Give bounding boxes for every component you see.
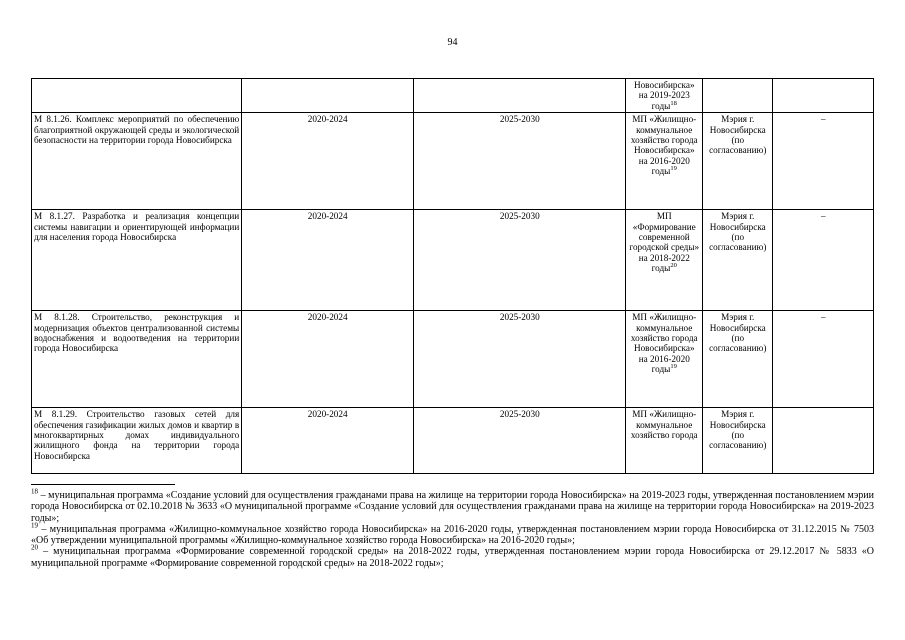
executor-cell: Мэрия г. Новосибирска (по согласованию) xyxy=(703,113,773,210)
period-cell: 2020-2024 xyxy=(242,210,414,311)
program-cell: МП «Жилищно-коммунальное хозяйство города Новосибирска» на 2016-2020 годы$^{19}$ xyxy=(626,113,703,210)
table-row xyxy=(32,311,874,408)
footnote-separator xyxy=(31,484,175,485)
period-cell: 2020-2024 xyxy=(242,408,414,474)
program-cell: МП «Жилищно-коммунальное хозяйство города xyxy=(626,408,703,474)
period-cell: 2020-2024 xyxy=(242,113,414,210)
footnote: $^{20}$ – муниципальная программа «Формирование современной городской среды» на 2018-2022 годы, утвержденная постановлением мэрии города Новосибирска от 29.12.2017 № 5833 «О муниципальной программе «Формирование современной городской среды» на 2018-2022 годы»; xyxy=(31,544,874,569)
measure-cell: М 8.1.27. Разработка и реализация концепции системы навигации и ориентирующей информации для населения города Новосибирска xyxy=(32,210,242,311)
note-cell: – xyxy=(773,113,874,210)
period-cell: 2025-2030 xyxy=(414,408,626,474)
measure-cell: М 8.1.28. Строительство, реконструкция и модернизация объектов централизованной системы водоснабжения и водоотведения на территории города Новосибирска xyxy=(32,311,242,408)
table-row xyxy=(32,210,874,311)
executor-cell: Мэрия г. Новосибирска (по согласованию) xyxy=(703,210,773,311)
note-cell xyxy=(773,408,874,474)
measure-cell: М 8.1.26. Комплекс мероприятий по обеспечению благоприятной окружающей среды и экологической безопасности на территории города Новосибирска xyxy=(32,113,242,210)
measures-table xyxy=(31,78,874,474)
program-cell: МП «Жилищно-коммунальное хозяйство города Новосибирска» на 2016-2020 годы$^{19}$ xyxy=(626,311,703,408)
executor-cell: Мэрия г. Новосибирска (по согласованию) xyxy=(703,408,773,474)
footnote: $^{19}$ – муниципальная программа «Жилищно-коммунальное хозяйство города Новосибирска» на 2016-2020 годы, утвержденная постановлением мэрии города Новосибирска от 31.12.2015 № 7503 «Об утверждении муниципальной программы «Жилищно-коммунальное хозяйство города Новосибирска» на 2016-2020 годы»; xyxy=(31,521,874,547)
period-cell: 2025-2030 xyxy=(414,311,626,408)
program-cell: Новосибирска» на 2019-2023 годы$^{18}$ xyxy=(626,79,703,113)
table-row xyxy=(32,79,874,113)
period-cell: 2025-2030 xyxy=(414,113,626,210)
table-row xyxy=(32,408,874,474)
note-cell: – xyxy=(773,311,874,408)
measure-cell: М 8.1.29. Строительство газовых сетей для обеспечения газификации жилых домов и квартир в многоквартирных домах индивидуального жилищного фонда на территории города Новосибирска xyxy=(32,408,242,474)
period-cell: 2025-2030 xyxy=(414,210,626,311)
footnotes xyxy=(31,487,874,569)
table-row xyxy=(32,113,874,210)
executor-cell: Мэрия г. Новосибирска (по согласованию) xyxy=(703,311,773,408)
note-cell: – xyxy=(773,210,874,311)
page-number: 94 xyxy=(447,37,458,48)
program-cell: МП «Формирование современной городской среды» на 2018-2022 годы$^{20}$ xyxy=(626,210,703,311)
footnote: $^{18}$ – муниципальная программа «Создание условий для осуществления гражданами права на жилище на территории города Новосибирска» на 2019-2023 годы, утвержденная постановлением мэрии города Новосибирска от 02.10.2018 № 3633 «О муниципальной программе «Создание условий для осуществления гражданами права на жилище на территории города Новосибирска» на 2019-2023 годы»; xyxy=(31,487,874,524)
period-cell: 2020-2024 xyxy=(242,311,414,408)
